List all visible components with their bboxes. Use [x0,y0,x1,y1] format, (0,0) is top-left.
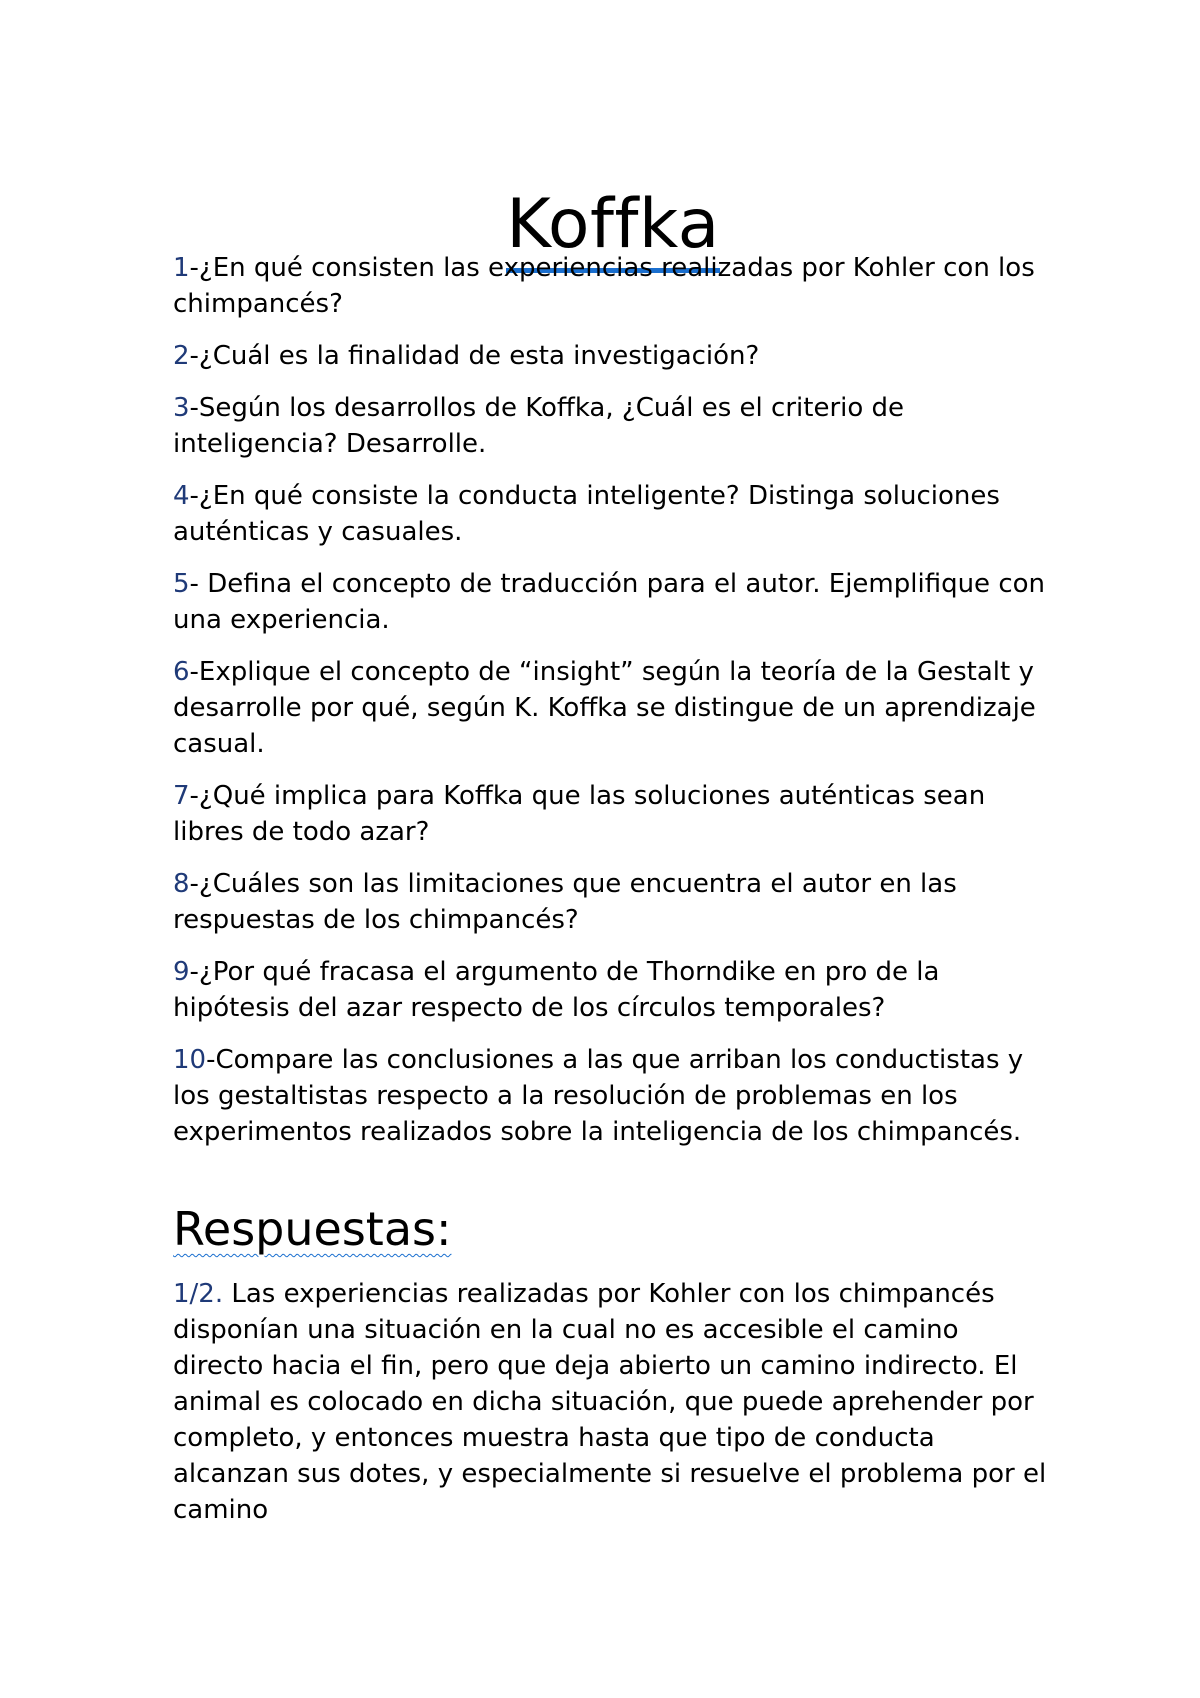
question-list [173,250,1053,1166]
answer-paragraph [173,1276,1053,1528]
question-item [173,250,1053,322]
question-text: -Explique el concepto de “insight” según la teoría de la Gestalt y desarrolle por qué, según K. Koffka se distingue de un aprendizaje casual. [173,657,1036,759]
question-text: -¿Cuáles son las limitaciones que encuentra el autor en las respuestas de los chimpancés? [173,869,957,935]
question-item [173,566,1053,638]
question-text: -¿En qué consiste la conducta inteligente? Distinga soluciones auténticas y casuales. [173,481,1000,547]
question-item [173,390,1053,462]
answer-text: Las experiencias realizadas por Kohler con los chimpancés disponían una situación en la cual no es accesible el camino directo hacia el fin, pero que deja abierto un camino indirecto. El animal es colocado en dicha situación, que puede aprehender por completo, y entonces muestra hasta que tipo de conducta alcanzan sus dotes, y especialmente si resuelve el problema por el camino [173,1279,1047,1525]
question-text: -Según los desarrollos de Koffka, ¿Cuál es el criterio de inteligencia? Desarrolle. [173,393,905,459]
question-number: 9 [173,957,190,987]
answers-heading [173,1200,451,1258]
question-text: -¿Por qué fracasa el argumento de Thorndike en pro de la hipótesis del azar respecto de los círculos temporales? [173,957,940,1023]
question-item [173,778,1053,850]
question-text: -¿En qué consisten las experiencias realizadas por Kohler con los chimpancés? [173,253,1035,319]
question-number: 8 [173,869,190,899]
question-text: -¿Cuál es la finalidad de esta investigación? [189,341,760,371]
question-item [173,1042,1053,1150]
question-number: 4 [173,481,190,511]
question-item [173,478,1053,550]
question-item [173,338,1053,374]
question-item [173,654,1053,762]
question-number: 6 [173,657,190,687]
question-number: 7 [173,781,190,811]
question-number: 10 [173,1045,207,1075]
question-text: -Compare las conclusiones a las que arriban los conductistas y los gestaltistas respecto a la resolución de problemas en los experimentos realizados sobre la inteligencia de los chimpancés. [173,1045,1024,1147]
answer-number: 1/2. [173,1279,224,1309]
question-number: 3 [173,393,190,423]
question-number: 5 [173,569,190,599]
question-item [173,954,1053,1026]
question-text: -¿Qué implica para Koffka que las soluciones auténticas sean libres de todo azar? [173,781,986,847]
page-title: Koffka [506,184,720,273]
question-text: - Defina el concepto de traducción para el autor. Ejemplifique con una experiencia. [173,569,1045,635]
question-item [173,866,1053,938]
answers-heading-text: Respuestas: [173,1202,452,1256]
question-number: 1 [173,253,190,283]
question-number: 2 [173,341,190,371]
